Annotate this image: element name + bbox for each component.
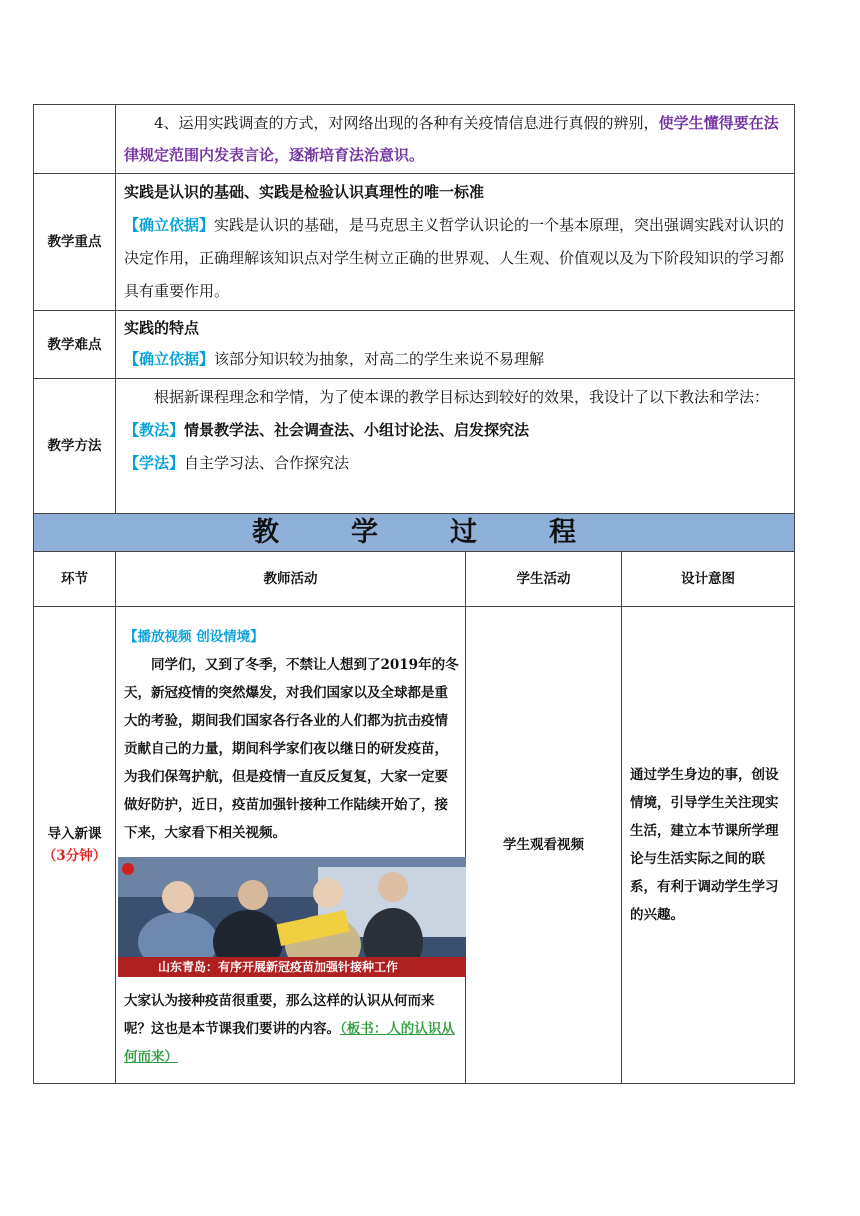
method-cell (116, 379, 795, 514)
difficulty-label: 教学难点 (34, 311, 116, 379)
key-point-basis (124, 209, 788, 308)
method-learn-text: 自主学习法、合作探究法 (184, 454, 350, 472)
method-intro: 根据新课程理念和学情，为了使本课的教学目标达到较好的效果，我设计了以下教法和学法： (154, 388, 770, 406)
process-char-3: 过 (450, 517, 477, 548)
objective-row (34, 105, 795, 174)
intro-stage: 导入新课 (47, 826, 102, 842)
method-row (34, 379, 795, 514)
intro-duration: （3分钟） (42, 848, 107, 864)
intro-row (34, 607, 795, 1084)
header-teacher: 教师活动 (116, 552, 466, 607)
objective-label (34, 105, 116, 174)
intro-teacher-after-text: 大家认为接种疫苗很重要，那么这样的认识从何而来呢？这也是本节课我们要讲的内容。 (124, 993, 435, 1037)
difficulty-basis-text: 该部分知识较为抽象，对高二的学生来说不易理解 (214, 350, 545, 368)
key-point-basis-tag: 【确立依据】 (124, 216, 215, 234)
intro-intent-cell: 通过学生身边的事，创设情境，引导学生关注现实生活，建立本节课所学理论与生活实际之间的联系，有利于调动学生学习的兴趣。 (622, 607, 795, 1084)
header-intent: 设计意图 (622, 552, 795, 607)
intro-teacher-after (124, 987, 459, 1071)
header-stage: 环节 (34, 552, 116, 607)
difficulty-title: 实践的特点 (124, 319, 200, 337)
objective-highlight: 使学生懂得要在法律规定范围内发表言论，逐渐培育法治意识。 (124, 114, 779, 164)
difficulty-row (34, 311, 795, 379)
board-note: （板书：人的认识从何而来） (124, 1021, 455, 1065)
intro-teacher-title: 【播放视频 创设情境】 (124, 629, 264, 645)
process-title (34, 514, 795, 552)
intro-teacher-text: 同学们，又到了冬季，不禁让人想到了2019年的冬天，新冠疫情的突然爆发，对我们国家以及全球都是重大的考验，期间我们国家各行各业的人们都为抗击疫情贡献自己的力量，期间科学家们夜以继日的研发疫苗，为我们保驾护航，但是疫情一直反反复复，大家一定要做好防护，近日，疫苗加强针接种工作陆续开始了，接下来，大家看下相关视频。 (124, 657, 459, 841)
intro-student-cell: 学生观看视频 (466, 607, 622, 1084)
method-teach-tag: 【教法】 (124, 421, 185, 439)
method-learn-tag: 【学法】 (124, 454, 185, 472)
lesson-plan-table (33, 104, 795, 1084)
difficulty-cell (116, 311, 795, 379)
objective-cell (116, 105, 795, 174)
key-point-label: 教学重点 (34, 174, 116, 311)
process-header-row (34, 552, 795, 607)
method-label: 教学方法 (34, 379, 116, 514)
process-char-4: 程 (549, 517, 576, 548)
process-char-2: 学 (351, 517, 378, 548)
header-student: 学生活动 (466, 552, 622, 607)
intro-stage-cell (34, 607, 116, 1084)
video-caption: 山东青岛：有序开展新冠疫苗加强针接种工作 (158, 960, 399, 974)
process-char-1: 教 (252, 517, 279, 548)
key-point-row (34, 174, 795, 311)
process-title-row (34, 514, 795, 552)
method-learn (124, 447, 788, 480)
news-video-thumbnail[interactable] (118, 857, 466, 977)
key-point-basis-text: 实践是认识的基础，是马克思主义哲学认识论的一个基本原理，突出强调实践对认识的决定作用，正确理解该知识点对学生树立正确的世界观、人生观、价值观以及为下阶段知识的学习都具有重要作用。 (124, 216, 785, 300)
intro-teacher-cell (116, 607, 466, 1084)
key-point-title: 实践是认识的基础、实践是检验认识真理性的唯一标准 (124, 183, 485, 201)
key-point-cell (116, 174, 795, 311)
method-teach (124, 414, 788, 447)
objective-text: 4、运用实践调查的方式，对网络出现的各种有关疫情信息进行真假的辨别， (154, 114, 659, 132)
difficulty-basis-tag: 【确立依据】 (124, 350, 215, 368)
difficulty-basis (124, 344, 788, 375)
method-teach-text: 情景教学法、社会调查法、小组讨论法、启发探究法 (184, 421, 530, 439)
